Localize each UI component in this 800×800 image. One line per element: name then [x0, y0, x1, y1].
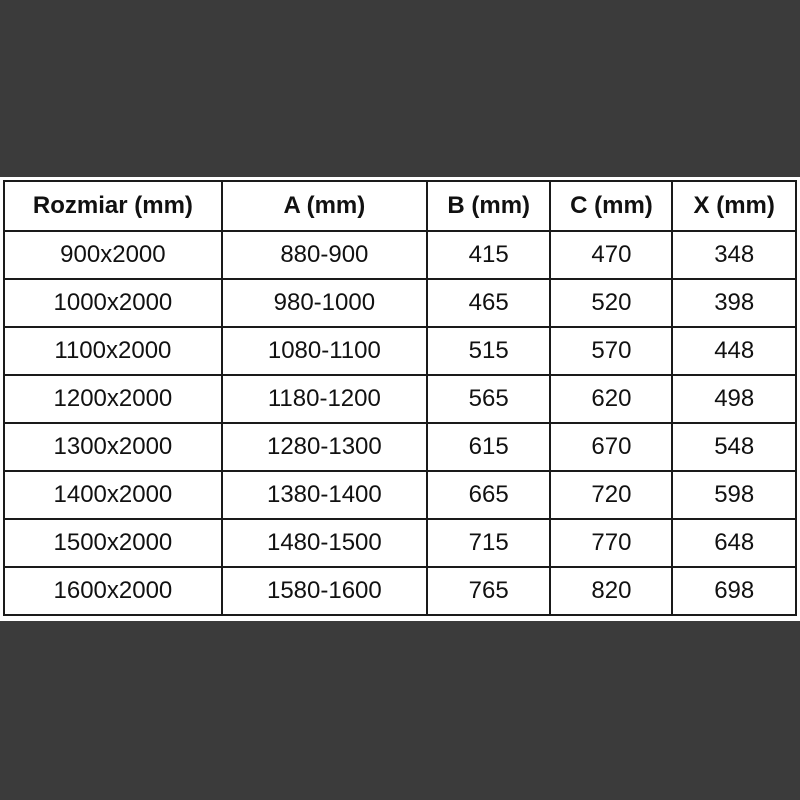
table-cell-c: 670 [550, 423, 672, 471]
table-cell-b: 715 [427, 519, 551, 567]
table-cell-rozmiar: 1200x2000 [4, 375, 222, 423]
table-cell-x: 548 [672, 423, 796, 471]
table-row [4, 471, 796, 519]
table-cell-b: 415 [427, 231, 551, 279]
table-cell-c: 520 [550, 279, 672, 327]
table-cell-a: 1380-1400 [222, 471, 427, 519]
table-row [4, 567, 796, 615]
table-row [4, 375, 796, 423]
table-row [4, 519, 796, 567]
table-cell-b: 615 [427, 423, 551, 471]
table-cell-c: 620 [550, 375, 672, 423]
column-header-b: B (mm) [427, 181, 551, 231]
table-row [4, 279, 796, 327]
table-cell-x: 448 [672, 327, 796, 375]
table-cell-b: 465 [427, 279, 551, 327]
table-row [4, 423, 796, 471]
table-cell-c: 570 [550, 327, 672, 375]
table-cell-rozmiar: 900x2000 [4, 231, 222, 279]
column-header-a: A (mm) [222, 181, 427, 231]
table-cell-b: 565 [427, 375, 551, 423]
column-header-c: C (mm) [550, 181, 672, 231]
table-cell-b: 515 [427, 327, 551, 375]
table-cell-rozmiar: 1400x2000 [4, 471, 222, 519]
table-cell-a: 1580-1600 [222, 567, 427, 615]
table-cell-c: 820 [550, 567, 672, 615]
table-cell-rozmiar: 1600x2000 [4, 567, 222, 615]
table-cell-a: 1080-1100 [222, 327, 427, 375]
table-cell-a: 880-900 [222, 231, 427, 279]
table-cell-c: 720 [550, 471, 672, 519]
header-row [4, 181, 796, 231]
table-panel [0, 177, 800, 621]
table-cell-a: 1480-1500 [222, 519, 427, 567]
table-cell-rozmiar: 1000x2000 [4, 279, 222, 327]
table-cell-x: 348 [672, 231, 796, 279]
table-cell-x: 598 [672, 471, 796, 519]
table-cell-a: 980-1000 [222, 279, 427, 327]
table-cell-x: 398 [672, 279, 796, 327]
table-cell-x: 498 [672, 375, 796, 423]
column-header-x: X (mm) [672, 181, 796, 231]
table-cell-rozmiar: 1300x2000 [4, 423, 222, 471]
table-cell-x: 648 [672, 519, 796, 567]
size-dimensions-table [3, 180, 797, 616]
table-cell-c: 470 [550, 231, 672, 279]
table-cell-a: 1180-1200 [222, 375, 427, 423]
table-cell-rozmiar: 1100x2000 [4, 327, 222, 375]
column-header-rozmiar: Rozmiar (mm) [4, 181, 222, 231]
table-row [4, 231, 796, 279]
table-cell-b: 665 [427, 471, 551, 519]
table-cell-rozmiar: 1500x2000 [4, 519, 222, 567]
table-cell-c: 770 [550, 519, 672, 567]
table-row [4, 327, 796, 375]
table-cell-x: 698 [672, 567, 796, 615]
table-cell-b: 765 [427, 567, 551, 615]
table-cell-a: 1280-1300 [222, 423, 427, 471]
